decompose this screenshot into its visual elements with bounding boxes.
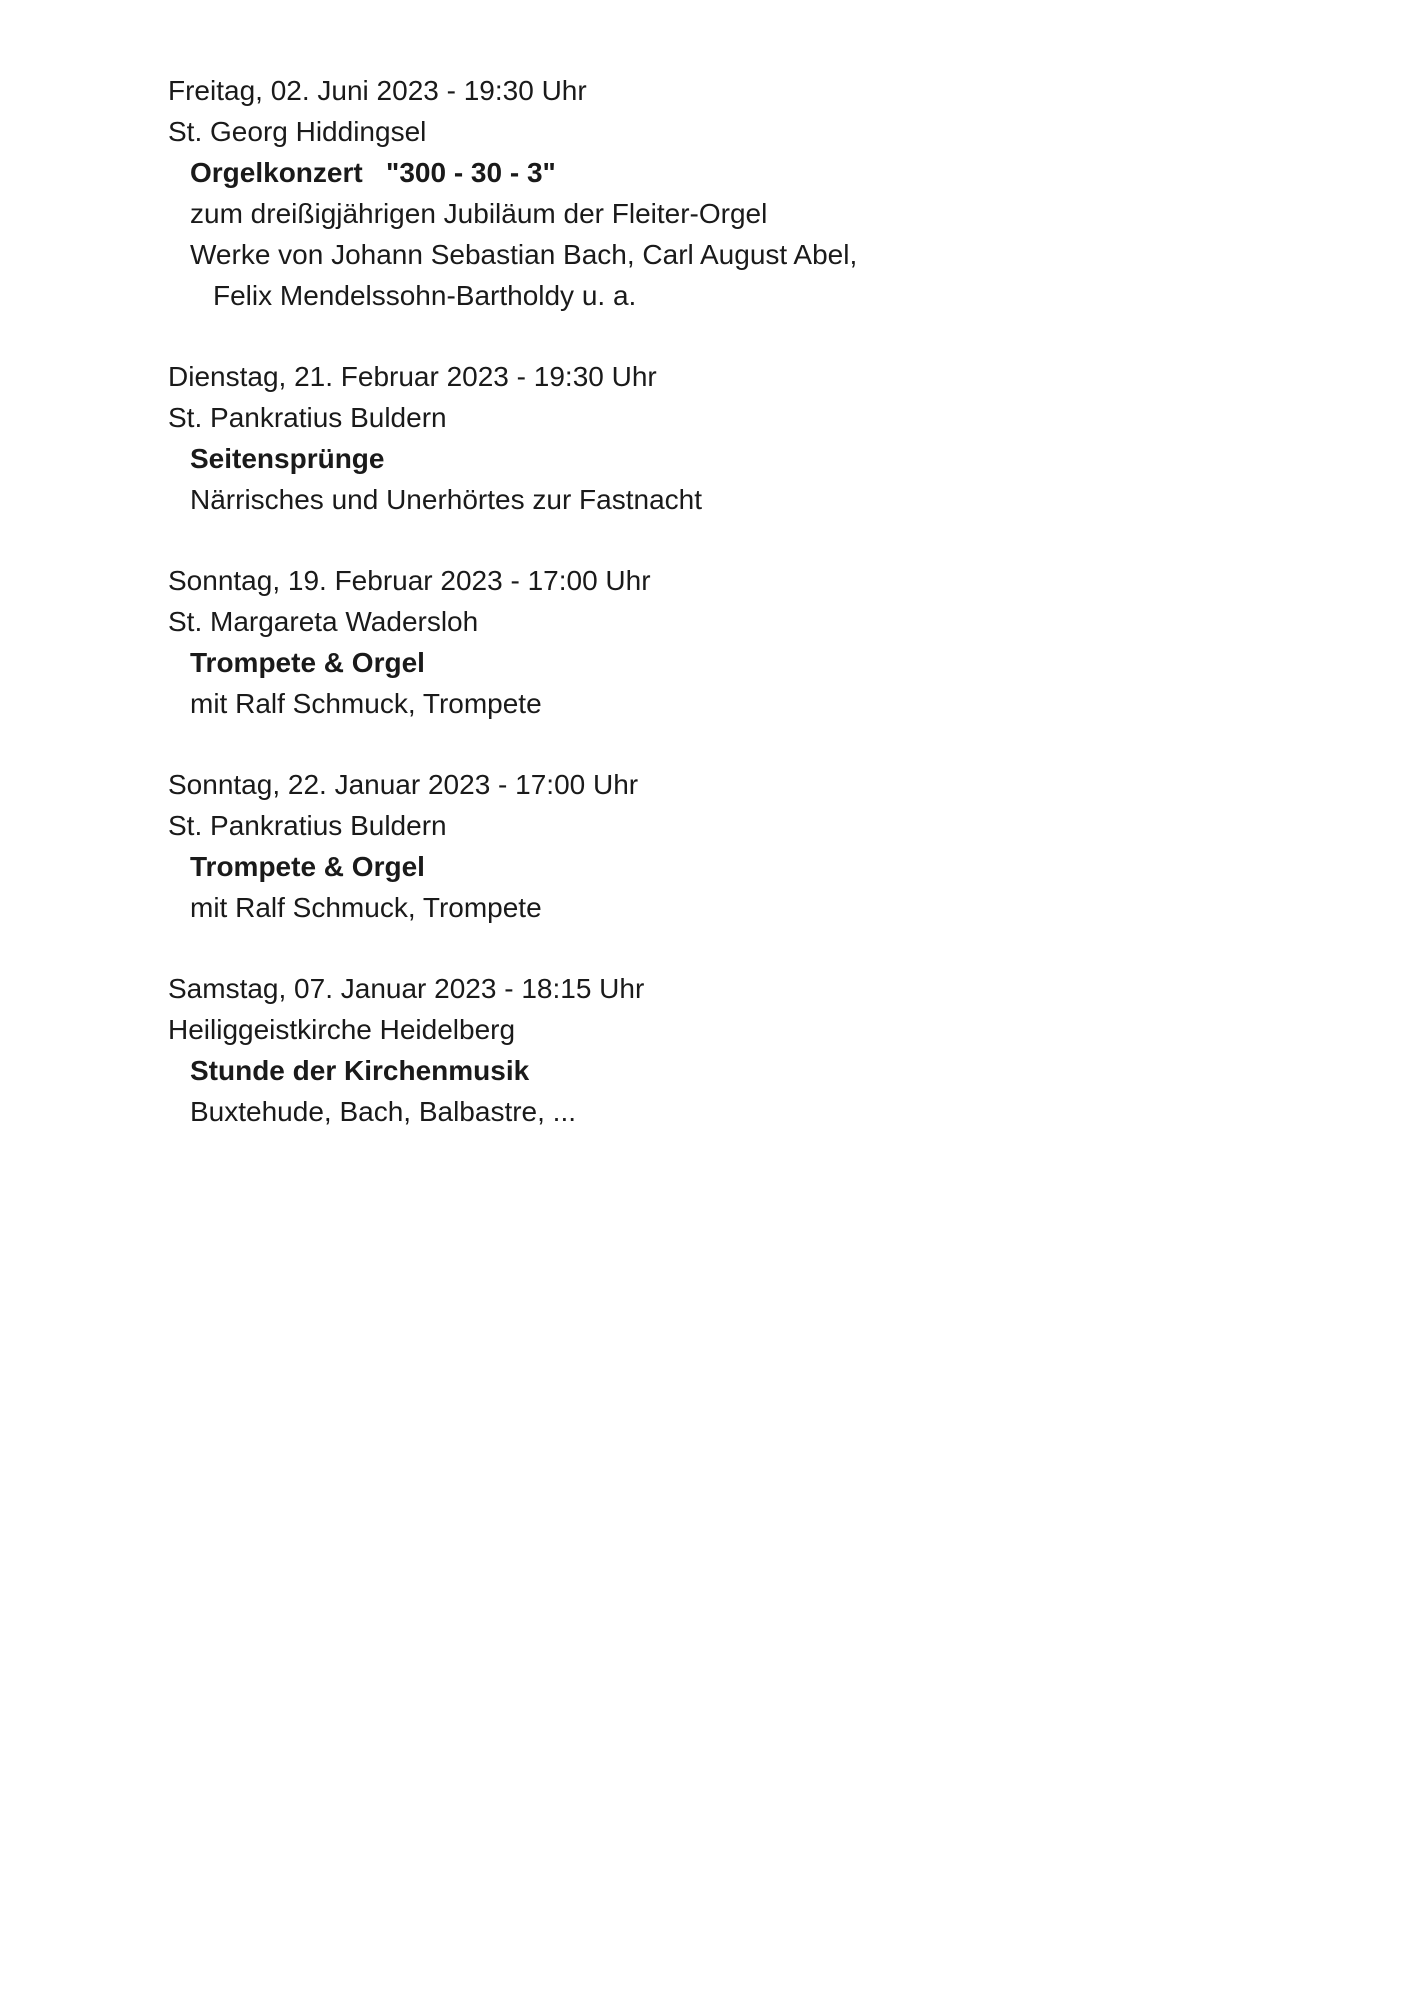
event-title: Orgelkonzert "300 - 30 - 3" [190,157,556,188]
event-title: Trompete & Orgel [190,647,425,678]
event-detail-continuation: Felix Mendelssohn-Bartholdy u. a. [213,280,637,311]
event-date: Sonntag, 19. Februar 2023 - 17:00 Uhr [168,565,651,596]
event-date: Dienstag, 21. Februar 2023 - 19:30 Uhr [168,361,657,392]
event-detail: mit Ralf Schmuck, Trompete [190,892,542,923]
event-detail: zum dreißigjährigen Jubiläum der Fleiter-Orgel [190,198,768,229]
event-venue: St. Margareta Wadersloh [168,606,479,637]
event-title: Seitensprünge [190,443,385,474]
event-detail: Närrisches und Unerhörtes zur Fastnacht [190,484,702,515]
event-entry [168,968,1268,1132]
event-venue: St. Pankratius Buldern [168,810,447,841]
event-title: Stunde der Kirchenmusik [190,1055,530,1086]
event-detail: Werke von Johann Sebastian Bach, Carl August Abel, [190,239,858,270]
event-detail: mit Ralf Schmuck, Trompete [190,688,542,719]
event-title: Trompete & Orgel [190,851,425,882]
event-entry [168,560,1268,724]
event-entry [168,70,1268,316]
event-date: Samstag, 07. Januar 2023 - 18:15 Uhr [168,973,645,1004]
event-date: Freitag, 02. Juni 2023 - 19:30 Uhr [168,75,587,106]
event-list [168,70,1268,1172]
event-date: Sonntag, 22. Januar 2023 - 17:00 Uhr [168,769,639,800]
event-entry [168,764,1268,928]
event-venue: St. Georg Hiddingsel [168,116,427,147]
event-venue: Heiliggeistkirche Heidelberg [168,1014,516,1045]
event-entry [168,356,1268,520]
event-detail: Buxtehude, Bach, Balbastre, ... [190,1096,577,1127]
event-venue: St. Pankratius Buldern [168,402,447,433]
